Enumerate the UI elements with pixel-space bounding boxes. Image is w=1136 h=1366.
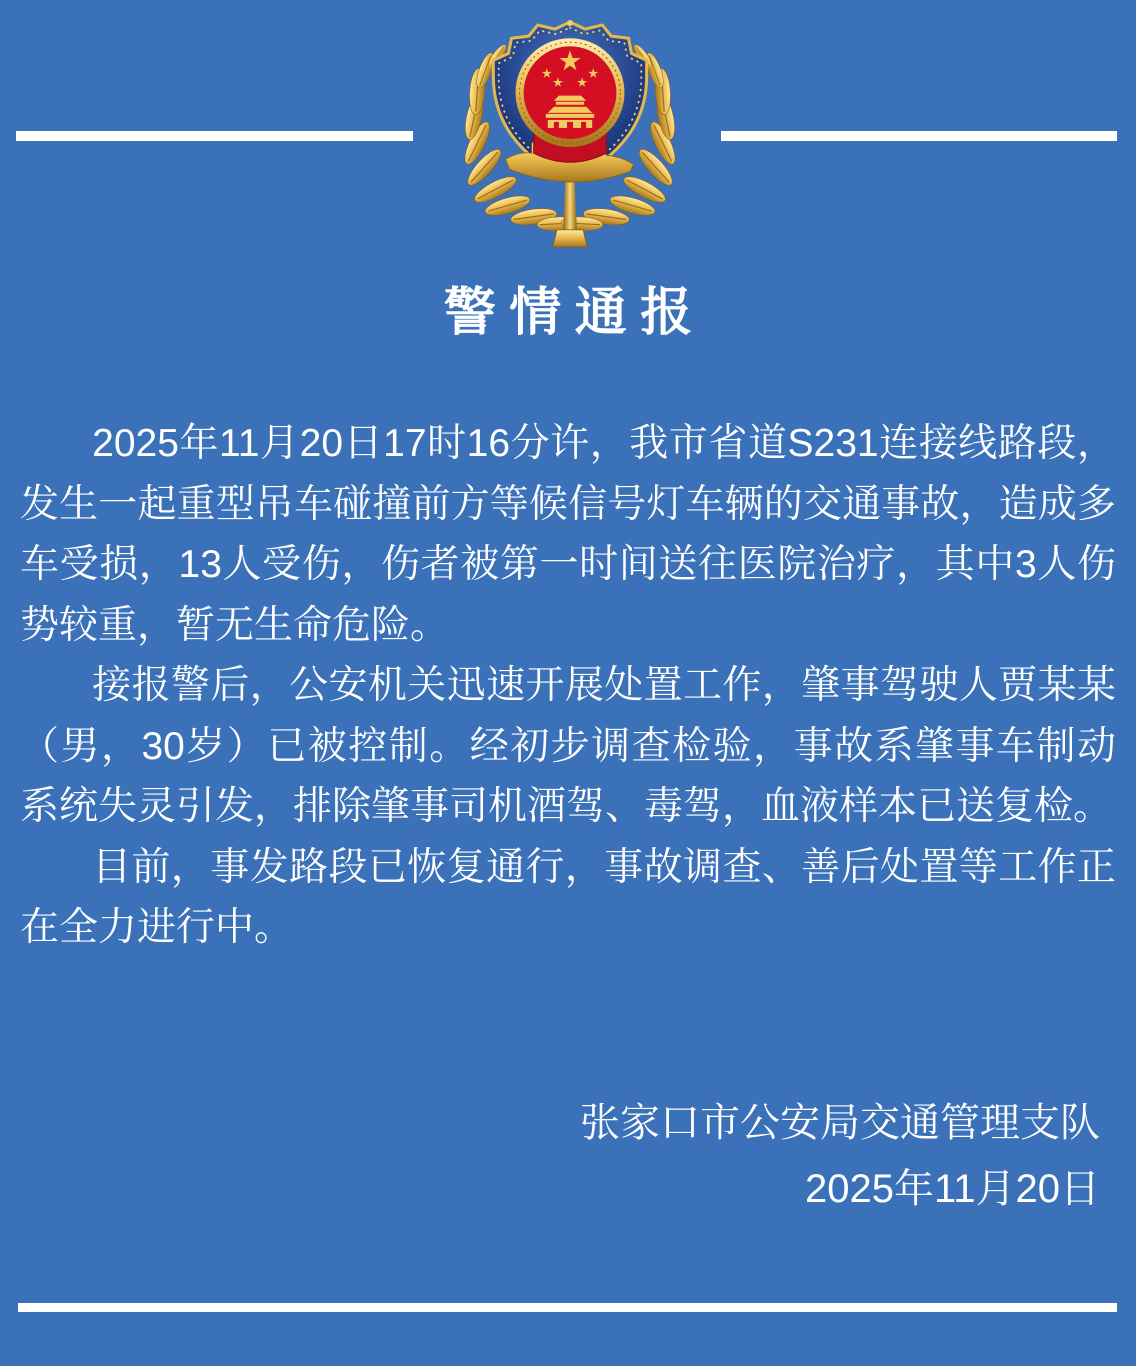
signature-organization: 张家口市公安局交通管理支队: [580, 1101, 1100, 1145]
header-rule-left: [16, 131, 413, 141]
notice-paragraph-1: 2025年11月20日17时16分许，我市省道S231连接线路段，发生一起重型吊车碰撞前方等候信号灯车辆的交通事故，造成多车受损，13人受伤，伤者被第一时间送往医院治疗，其中3人伤势较重，暂无生命危险。: [20, 422, 1116, 647]
notice-body: [20, 414, 1116, 959]
notice-title: 警情通报: [443, 284, 706, 342]
signature-date: 2025年11月20日: [805, 1167, 1100, 1211]
header-rule-right: [721, 131, 1117, 141]
footer-rule: [18, 1303, 1117, 1312]
notice-paragraph-3: 目前，事发路段已恢复通行，事故调查、善后处置等工作正在全力进行中。: [20, 845, 1116, 949]
notice-paragraph-2: 接报警后，公安机关迅速开展处置工作，肇事驾驶人贾某某（男，30岁）已被控制。经初步调查检验，事故系肇事车制动系统失灵引发，排除肇事司机酒驾、毒驾，血液样本已送复检。: [20, 664, 1116, 828]
police-badge-emblem: [448, 16, 692, 250]
police-badge-icon: [448, 16, 692, 250]
signature-block: [20, 1090, 1100, 1222]
